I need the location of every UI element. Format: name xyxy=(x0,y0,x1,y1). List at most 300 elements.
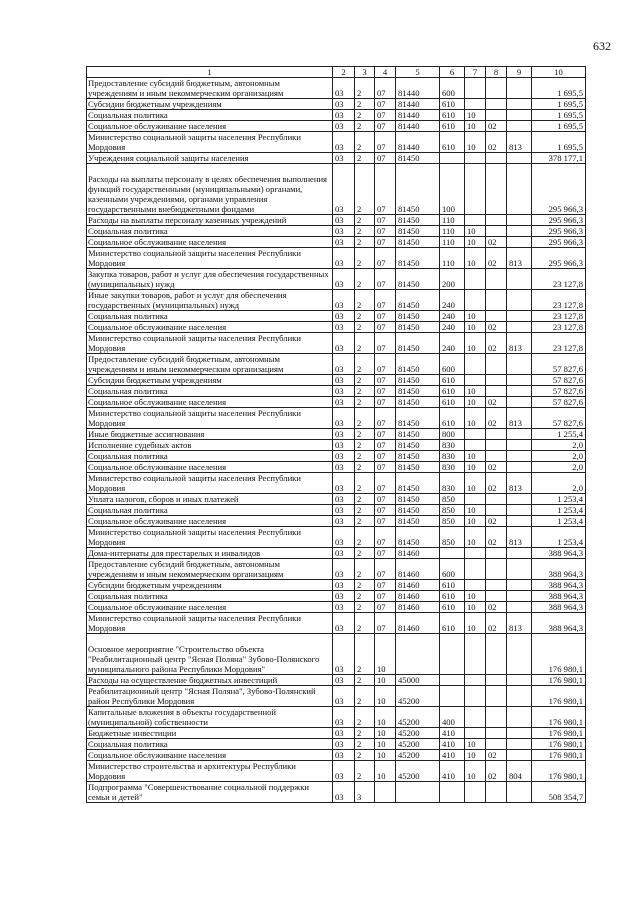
row-code-cell: 10 xyxy=(465,132,486,153)
table-row xyxy=(87,440,586,451)
row-code-cell xyxy=(507,739,532,750)
table-row xyxy=(87,78,586,99)
row-code-cell xyxy=(465,153,486,164)
column-header: 9 xyxy=(507,67,532,78)
table-row xyxy=(87,226,586,237)
table-row xyxy=(87,761,586,782)
row-amount-cell: 1 255,4 xyxy=(532,429,586,440)
row-code-cell: 03 xyxy=(333,354,355,375)
row-code-cell: 02 xyxy=(486,322,507,333)
row-code-cell xyxy=(465,440,486,451)
row-code-cell xyxy=(507,99,532,110)
row-code-cell xyxy=(486,739,507,750)
row-code-cell: 02 xyxy=(486,408,507,429)
row-code-cell: 813 xyxy=(507,527,532,548)
row-code-cell: 2 xyxy=(355,429,375,440)
row-code-cell: 2 xyxy=(355,591,375,602)
row-name-cell: Министерство социальной защиты населения Республики Мордовия xyxy=(87,473,333,494)
row-code-cell: 2 xyxy=(355,634,375,675)
row-code-cell xyxy=(486,311,507,322)
row-code-cell: 81450 xyxy=(396,290,440,311)
row-name-cell: Иные бюджетные ассигнования xyxy=(87,429,333,440)
row-code-cell: 610 xyxy=(440,110,465,121)
row-code-cell: 03 xyxy=(333,580,355,591)
row-code-cell: 03 xyxy=(333,750,355,761)
row-code-cell: 81450 xyxy=(396,322,440,333)
row-code-cell: 45200 xyxy=(396,739,440,750)
row-code-cell: 2 xyxy=(355,548,375,559)
page-number: 632 xyxy=(593,39,611,53)
row-code-cell xyxy=(507,311,532,322)
row-code-cell: 03 xyxy=(333,613,355,634)
row-code-cell: 03 xyxy=(333,707,355,728)
row-amount-cell: 2,0 xyxy=(532,451,586,462)
row-name-cell: Учреждения социальной защиты населения xyxy=(87,153,333,164)
row-code-cell: 07 xyxy=(375,333,396,354)
row-code-cell xyxy=(507,602,532,613)
row-name-cell: Социальное обслуживание населения xyxy=(87,750,333,761)
row-code-cell: 02 xyxy=(486,516,507,527)
row-code-cell: 410 xyxy=(440,739,465,750)
row-code-cell xyxy=(486,707,507,728)
row-code-cell xyxy=(440,686,465,707)
row-code-cell xyxy=(486,429,507,440)
row-amount-cell: 295 966,3 xyxy=(532,164,586,215)
row-code-cell: 03 xyxy=(333,386,355,397)
table-row xyxy=(87,237,586,248)
row-name-cell: Социальная политика xyxy=(87,110,333,121)
row-code-cell: 03 xyxy=(333,408,355,429)
row-code-cell xyxy=(486,78,507,99)
row-code-cell: 10 xyxy=(375,675,396,686)
row-code-cell: 81450 xyxy=(396,375,440,386)
row-code-cell: 2 xyxy=(355,408,375,429)
row-name-cell: Реабилитационный центр "Ясная Поляна", Зубово-Полянский район Республики Мордовия xyxy=(87,686,333,707)
row-name-cell: Предоставление субсидий бюджетным, автономным учреждениям и иным некоммерческим организациям xyxy=(87,354,333,375)
row-code-cell: 81450 xyxy=(396,505,440,516)
row-code-cell: 10 xyxy=(465,527,486,548)
row-code-cell xyxy=(486,782,507,803)
table-row xyxy=(87,613,586,634)
table-row xyxy=(87,728,586,739)
row-name-cell: Социальное обслуживание населения xyxy=(87,602,333,613)
row-code-cell: 03 xyxy=(333,728,355,739)
column-header: 1 xyxy=(87,67,333,78)
row-code-cell: 830 xyxy=(440,473,465,494)
row-code-cell xyxy=(486,99,507,110)
row-code-cell xyxy=(465,548,486,559)
table-row xyxy=(87,505,586,516)
row-code-cell xyxy=(465,354,486,375)
row-code-cell xyxy=(465,215,486,226)
row-code-cell: 81450 xyxy=(396,164,440,215)
row-code-cell: 03 xyxy=(333,215,355,226)
row-code-cell: 02 xyxy=(486,397,507,408)
row-code-cell: 2 xyxy=(355,333,375,354)
row-code-cell: 813 xyxy=(507,248,532,269)
column-header: 3 xyxy=(355,67,375,78)
table-row xyxy=(87,322,586,333)
row-code-cell: 10 xyxy=(465,739,486,750)
row-code-cell: 10 xyxy=(465,226,486,237)
row-code-cell xyxy=(507,580,532,591)
row-name-cell: Министерство социальной защиты населения Республики Мордовия xyxy=(87,408,333,429)
row-code-cell xyxy=(507,548,532,559)
row-code-cell xyxy=(507,237,532,248)
row-code-cell: 03 xyxy=(333,397,355,408)
row-name-cell: Предоставление субсидий бюджетным, автономным учреждениям и иным некоммерческим организациям xyxy=(87,78,333,99)
row-code-cell: 02 xyxy=(486,462,507,473)
table-row xyxy=(87,591,586,602)
row-code-cell: 02 xyxy=(486,248,507,269)
row-code-cell xyxy=(486,728,507,739)
row-code-cell: 07 xyxy=(375,375,396,386)
column-header: 5 xyxy=(396,67,440,78)
row-code-cell: 410 xyxy=(440,761,465,782)
row-code-cell xyxy=(486,110,507,121)
row-amount-cell: 388 964,3 xyxy=(532,602,586,613)
row-name-cell: Подпрограмма "Совершенствование социальной поддержки семьи и детей" xyxy=(87,782,333,803)
row-code-cell: 03 xyxy=(333,516,355,527)
table-row xyxy=(87,527,586,548)
row-code-cell: 2 xyxy=(355,226,375,237)
row-amount-cell: 23 127,8 xyxy=(532,333,586,354)
row-code-cell: 03 xyxy=(333,248,355,269)
row-code-cell xyxy=(440,675,465,686)
row-name-cell: Иные закупки товаров, работ и услуг для обеспечения государственных (муниципальных) нужд xyxy=(87,290,333,311)
column-header: 10 xyxy=(532,67,586,78)
row-code-cell: 2 xyxy=(355,451,375,462)
row-code-cell: 07 xyxy=(375,132,396,153)
row-code-cell: 07 xyxy=(375,527,396,548)
row-code-cell: 610 xyxy=(440,132,465,153)
row-code-cell xyxy=(465,99,486,110)
row-amount-cell: 57 827,6 xyxy=(532,408,586,429)
row-code-cell: 2 xyxy=(355,121,375,132)
row-code-cell: 45200 xyxy=(396,750,440,761)
row-code-cell: 03 xyxy=(333,226,355,237)
row-code-cell xyxy=(440,548,465,559)
row-code-cell: 81450 xyxy=(396,153,440,164)
row-code-cell: 07 xyxy=(375,451,396,462)
row-code-cell xyxy=(465,782,486,803)
row-amount-cell: 57 827,6 xyxy=(532,386,586,397)
table-row xyxy=(87,354,586,375)
row-code-cell: 10 xyxy=(375,761,396,782)
row-code-cell: 02 xyxy=(486,602,507,613)
row-code-cell xyxy=(486,354,507,375)
table-row xyxy=(87,386,586,397)
row-amount-cell: 176 980,1 xyxy=(532,707,586,728)
table-body xyxy=(87,78,586,803)
row-code-cell xyxy=(507,750,532,761)
row-code-cell: 10 xyxy=(465,613,486,634)
table-row xyxy=(87,215,586,226)
row-code-cell: 03 xyxy=(333,375,355,386)
row-code-cell: 2 xyxy=(355,739,375,750)
row-code-cell: 110 xyxy=(440,226,465,237)
row-amount-cell: 57 827,6 xyxy=(532,397,586,408)
row-code-cell xyxy=(507,516,532,527)
row-name-cell: Социальная политика xyxy=(87,226,333,237)
table-row xyxy=(87,153,586,164)
row-code-cell xyxy=(440,153,465,164)
row-amount-cell: 176 980,1 xyxy=(532,728,586,739)
row-name-cell: Капитальные вложения в объекты государственной (муниципальной) собственности xyxy=(87,707,333,728)
row-code-cell: 81450 xyxy=(396,429,440,440)
row-code-cell: 03 xyxy=(333,548,355,559)
row-code-cell: 2 xyxy=(355,580,375,591)
row-code-cell: 2 xyxy=(355,613,375,634)
row-code-cell xyxy=(465,269,486,290)
row-code-cell: 804 xyxy=(507,761,532,782)
row-code-cell xyxy=(486,591,507,602)
row-code-cell: 10 xyxy=(465,408,486,429)
row-amount-cell: 1 695,5 xyxy=(532,121,586,132)
table-row xyxy=(87,750,586,761)
row-code-cell: 2 xyxy=(355,686,375,707)
row-code-cell: 07 xyxy=(375,559,396,580)
row-code-cell: 610 xyxy=(440,613,465,634)
table-row xyxy=(87,686,586,707)
row-code-cell: 10 xyxy=(465,516,486,527)
row-name-cell: Субсидии бюджетным учреждениям xyxy=(87,99,333,110)
row-code-cell: 07 xyxy=(375,226,396,237)
row-name-cell: Расходы на выплаты персоналу казенных учреждений xyxy=(87,215,333,226)
row-code-cell: 03 xyxy=(333,761,355,782)
column-header: 8 xyxy=(486,67,507,78)
row-code-cell: 2 xyxy=(355,215,375,226)
row-code-cell: 03 xyxy=(333,440,355,451)
row-code-cell: 45200 xyxy=(396,686,440,707)
row-code-cell: 07 xyxy=(375,99,396,110)
row-code-cell: 03 xyxy=(333,132,355,153)
row-name-cell: Министерство социальной защиты населения Республики Мордовия xyxy=(87,613,333,634)
row-code-cell: 2 xyxy=(355,237,375,248)
table-row xyxy=(87,782,586,803)
table-row xyxy=(87,408,586,429)
row-code-cell: 10 xyxy=(465,322,486,333)
row-code-cell: 240 xyxy=(440,311,465,322)
row-amount-cell: 388 964,3 xyxy=(532,580,586,591)
table-row xyxy=(87,132,586,153)
row-code-cell: 2 xyxy=(355,602,375,613)
row-code-cell xyxy=(507,451,532,462)
row-code-cell: 02 xyxy=(486,613,507,634)
table-row xyxy=(87,397,586,408)
row-code-cell: 10 xyxy=(375,728,396,739)
row-code-cell: 03 xyxy=(333,164,355,215)
budget-table xyxy=(86,66,586,803)
table-row xyxy=(87,462,586,473)
row-code-cell: 03 xyxy=(333,269,355,290)
row-code-cell: 610 xyxy=(440,602,465,613)
row-name-cell: Уплата налогов, сборов и иных платежей xyxy=(87,494,333,505)
row-code-cell: 03 xyxy=(333,782,355,803)
row-code-cell: 10 xyxy=(465,761,486,782)
row-amount-cell: 508 354,7 xyxy=(532,782,586,803)
row-code-cell: 2 xyxy=(355,761,375,782)
row-code-cell: 10 xyxy=(465,591,486,602)
row-code-cell: 07 xyxy=(375,78,396,99)
row-amount-cell: 388 964,3 xyxy=(532,559,586,580)
row-code-cell: 10 xyxy=(465,311,486,322)
row-name-cell: Социальное обслуживание населения xyxy=(87,322,333,333)
table-row xyxy=(87,559,586,580)
table-row xyxy=(87,99,586,110)
row-code-cell: 07 xyxy=(375,613,396,634)
row-name-cell: Социальное обслуживание населения xyxy=(87,516,333,527)
row-code-cell: 2 xyxy=(355,78,375,99)
row-name-cell: Предоставление субсидий бюджетным, автономным учреждениям и иным некоммерческим организациям xyxy=(87,559,333,580)
row-code-cell xyxy=(465,686,486,707)
row-code-cell xyxy=(486,580,507,591)
row-name-cell: Министерство строительства и архитектуры Республики Мордовия xyxy=(87,761,333,782)
row-name-cell: Социальное обслуживание населения xyxy=(87,237,333,248)
row-code-cell: 02 xyxy=(486,527,507,548)
table-row xyxy=(87,429,586,440)
row-code-cell: 10 xyxy=(465,451,486,462)
column-header: 6 xyxy=(440,67,465,78)
row-code-cell: 2 xyxy=(355,248,375,269)
row-code-cell: 2 xyxy=(355,354,375,375)
row-code-cell xyxy=(486,505,507,516)
row-code-cell: 45200 xyxy=(396,707,440,728)
row-amount-cell: 295 966,3 xyxy=(532,215,586,226)
row-code-cell: 2 xyxy=(355,750,375,761)
row-code-cell xyxy=(507,591,532,602)
row-amount-cell: 1 695,5 xyxy=(532,99,586,110)
table-row xyxy=(87,333,586,354)
table-row xyxy=(87,602,586,613)
row-code-cell: 07 xyxy=(375,354,396,375)
row-code-cell: 03 xyxy=(333,634,355,675)
row-code-cell: 02 xyxy=(486,121,507,132)
row-code-cell: 813 xyxy=(507,473,532,494)
column-header: 4 xyxy=(375,67,396,78)
row-code-cell: 03 xyxy=(333,322,355,333)
row-code-cell: 2 xyxy=(355,707,375,728)
row-code-cell: 81450 xyxy=(396,397,440,408)
row-code-cell: 81450 xyxy=(396,226,440,237)
row-code-cell: 800 xyxy=(440,429,465,440)
row-code-cell xyxy=(507,728,532,739)
row-code-cell: 81450 xyxy=(396,527,440,548)
row-code-cell: 07 xyxy=(375,505,396,516)
row-code-cell xyxy=(486,559,507,580)
row-amount-cell: 2,0 xyxy=(532,440,586,451)
row-amount-cell: 176 980,1 xyxy=(532,634,586,675)
row-code-cell: 81450 xyxy=(396,215,440,226)
column-header: 2 xyxy=(333,67,355,78)
row-code-cell: 10 xyxy=(465,386,486,397)
row-code-cell: 610 xyxy=(440,580,465,591)
row-code-cell: 03 xyxy=(333,99,355,110)
row-code-cell: 10 xyxy=(465,473,486,494)
row-code-cell: 81460 xyxy=(396,613,440,634)
row-code-cell: 10 xyxy=(465,333,486,354)
row-code-cell: 02 xyxy=(486,750,507,761)
row-code-cell: 81460 xyxy=(396,559,440,580)
row-code-cell: 02 xyxy=(486,473,507,494)
row-amount-cell: 1 253,4 xyxy=(532,527,586,548)
row-code-cell: 610 xyxy=(440,121,465,132)
row-code-cell: 3 xyxy=(355,782,375,803)
row-name-cell: Закупка товаров, работ и услуг для обеспечения государственных (муниципальных) нужд xyxy=(87,269,333,290)
table-row xyxy=(87,311,586,322)
row-name-cell: Социальная политика xyxy=(87,591,333,602)
table-row xyxy=(87,707,586,728)
row-code-cell xyxy=(507,375,532,386)
row-name-cell: Социальная политика xyxy=(87,451,333,462)
row-code-cell: 2 xyxy=(355,322,375,333)
row-code-cell: 610 xyxy=(440,386,465,397)
row-code-cell: 07 xyxy=(375,269,396,290)
row-code-cell: 610 xyxy=(440,375,465,386)
table-row xyxy=(87,675,586,686)
row-code-cell: 813 xyxy=(507,408,532,429)
row-code-cell xyxy=(507,215,532,226)
row-code-cell: 830 xyxy=(440,462,465,473)
row-code-cell: 02 xyxy=(486,132,507,153)
row-code-cell: 81450 xyxy=(396,462,440,473)
table-row xyxy=(87,121,586,132)
row-name-cell: Расходы на осуществление бюджетных инвестиций xyxy=(87,675,333,686)
row-code-cell xyxy=(486,451,507,462)
row-code-cell: 03 xyxy=(333,591,355,602)
row-code-cell: 81450 xyxy=(396,494,440,505)
row-amount-cell: 1 695,5 xyxy=(532,132,586,153)
row-code-cell: 830 xyxy=(440,451,465,462)
row-code-cell: 81460 xyxy=(396,602,440,613)
row-code-cell: 81450 xyxy=(396,473,440,494)
table-row xyxy=(87,110,586,121)
row-code-cell xyxy=(486,675,507,686)
row-code-cell xyxy=(507,440,532,451)
row-code-cell: 07 xyxy=(375,473,396,494)
row-code-cell xyxy=(507,153,532,164)
row-name-cell: Социальное обслуживание населения xyxy=(87,121,333,132)
row-code-cell: 10 xyxy=(375,634,396,675)
row-code-cell xyxy=(396,782,440,803)
row-code-cell xyxy=(465,707,486,728)
table-row xyxy=(87,548,586,559)
row-code-cell: 10 xyxy=(465,750,486,761)
row-code-cell: 10 xyxy=(465,121,486,132)
row-code-cell: 10 xyxy=(465,462,486,473)
row-code-cell: 850 xyxy=(440,527,465,548)
row-code-cell: 10 xyxy=(465,248,486,269)
row-code-cell xyxy=(507,634,532,675)
row-code-cell xyxy=(440,782,465,803)
row-code-cell: 07 xyxy=(375,311,396,322)
row-code-cell: 07 xyxy=(375,429,396,440)
row-code-cell: 81440 xyxy=(396,78,440,99)
table-row xyxy=(87,739,586,750)
row-code-cell: 2 xyxy=(355,132,375,153)
row-code-cell: 600 xyxy=(440,559,465,580)
column-header: 7 xyxy=(465,67,486,78)
row-amount-cell: 57 827,6 xyxy=(532,375,586,386)
row-code-cell: 10 xyxy=(465,505,486,516)
row-code-cell: 2 xyxy=(355,462,375,473)
row-code-cell: 2 xyxy=(355,386,375,397)
row-code-cell xyxy=(465,164,486,215)
row-amount-cell: 176 980,1 xyxy=(532,739,586,750)
row-name-cell: Министерство социальной защиты населения Республики Мордовия xyxy=(87,248,333,269)
row-code-cell: 240 xyxy=(440,290,465,311)
table-row xyxy=(87,580,586,591)
